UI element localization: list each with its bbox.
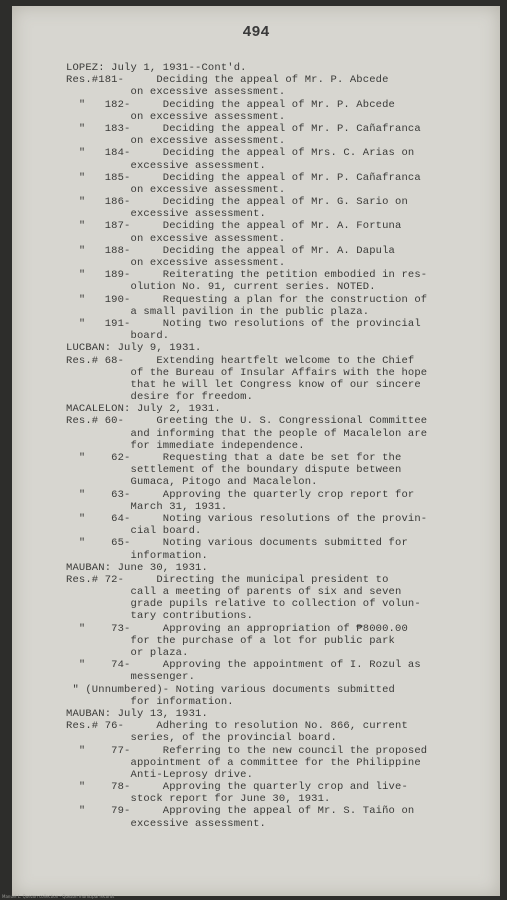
text-line: excessive assessment. bbox=[66, 208, 266, 221]
text-line: Anti-Leprosy drive. bbox=[66, 768, 254, 781]
text-line: on excessive assessment. bbox=[66, 86, 286, 99]
text-line: on excessive assessment. bbox=[66, 232, 286, 245]
text-line: board. bbox=[66, 330, 170, 343]
text-line: " 190- Requesting a plan for the construction of bbox=[66, 293, 428, 306]
footer-caption: Manuel L. Quezon collection - Quezon municipal records bbox=[2, 894, 115, 899]
text-line: that he will let Congress know of our sincere bbox=[66, 378, 421, 391]
text-line: " 62- Requesting that a date be set for the bbox=[66, 452, 402, 464]
text-line: a small pavilion in the public plaza. bbox=[66, 305, 370, 318]
text-line: " 183- Deciding the appeal of Mr. P. Cañafranca bbox=[66, 122, 421, 135]
text-line: call a meeting of parents of six and seven bbox=[66, 586, 402, 599]
text-line: LOPEZ: July 1, 1931--Cont'd. bbox=[66, 62, 247, 74]
text-line: for the purchase of a lot for public park bbox=[66, 634, 396, 647]
text-line: " 74- Approving the appointment of I. Rozul as bbox=[66, 659, 421, 672]
text-line: on excessive assessment. bbox=[66, 110, 286, 123]
text-line: on excessive assessment. bbox=[66, 257, 286, 269]
text-line: olution No. 91, current series. NOTED. bbox=[66, 281, 376, 294]
text-line: MAUBAN: July 13, 1931. bbox=[66, 707, 208, 720]
text-line: " 188- Deciding the appeal of Mr. A. Dapula bbox=[66, 244, 396, 257]
text-line: Res.# 60- Greeting the U. S. Congressional Committee bbox=[66, 415, 428, 428]
text-line: " 77- Referring to the new council the proposed bbox=[66, 744, 428, 757]
text-line: Res.#181- Deciding the appeal of Mr. P. Abcede bbox=[66, 74, 389, 87]
text-line: Gumaca, Pitogo and Macalelon. bbox=[66, 476, 318, 489]
text-line: cial board. bbox=[66, 525, 202, 538]
text-line: information. bbox=[66, 549, 208, 562]
text-line: on excessive assessment. bbox=[66, 183, 286, 196]
page-number: 494 bbox=[242, 24, 270, 41]
text-line: " 187- Deciding the appeal of Mr. A. Fortuna bbox=[66, 220, 402, 233]
text-line: " 184- Deciding the appeal of Mrs. C. Arias on bbox=[66, 147, 415, 160]
text-line: " 73- Approving an appropriation of ₱8000.00 bbox=[66, 622, 408, 635]
text-line: stock report for June 30, 1931. bbox=[66, 793, 331, 806]
text-line: settlement of the boundary dispute between bbox=[66, 464, 402, 477]
text-line: " 182- Deciding the appeal of Mr. P. Abcede bbox=[66, 98, 396, 111]
text-line: " 65- Noting various documents submitted for bbox=[66, 537, 408, 550]
text-line: Res.# 68- Extending heartfelt welcome to the Chief bbox=[66, 354, 415, 367]
text-line: " 186- Deciding the appeal of Mr. G. Sario on bbox=[66, 196, 408, 209]
text-line: March 31, 1931. bbox=[66, 500, 228, 513]
text-line: tary contributions. bbox=[66, 610, 254, 623]
text-line: for information. bbox=[66, 695, 234, 708]
text-line: or plaza. bbox=[66, 647, 189, 659]
text-line: of the Bureau of Insular Affairs with the hope bbox=[66, 366, 428, 379]
text-line: on excessive assessment. bbox=[66, 135, 286, 148]
text-line: desire for freedom. bbox=[66, 391, 254, 404]
text-line: excessive assessment. bbox=[66, 159, 266, 172]
text-line: grade pupils relative to collection of volun- bbox=[66, 598, 421, 611]
text-line: and informing that the people of Macalelon are bbox=[66, 427, 428, 440]
text-line: " 64- Noting various resolutions of the provin- bbox=[66, 512, 428, 525]
text-line: " 185- Deciding the appeal of Mr. P. Cañafranca bbox=[66, 171, 421, 184]
text-line: " (Unnumbered)- Noting various documents submitted bbox=[66, 683, 396, 696]
document-page bbox=[12, 6, 500, 896]
text-line: " 63- Approving the quarterly crop report for bbox=[66, 488, 415, 501]
text-line: LUCBAN: July 9, 1931. bbox=[66, 342, 202, 355]
text-line: for immediate independence. bbox=[66, 439, 305, 452]
text-line: MACALELON: July 2, 1931. bbox=[66, 403, 221, 416]
text-line: series, of the provincial board. bbox=[66, 732, 337, 745]
text-line: " 78- Approving the quarterly crop and live- bbox=[66, 781, 408, 794]
text-line: " 191- Noting two resolutions of the provincial bbox=[66, 317, 421, 330]
text-line: " 189- Reiterating the petition embodied in res- bbox=[66, 269, 428, 282]
text-line: appointment of a committee for the Philippine bbox=[66, 756, 421, 769]
text-line: excessive assessment. bbox=[66, 817, 266, 830]
text-line: Res.# 72- Directing the municipal president to bbox=[66, 573, 389, 586]
text-line: " 79- Approving the appeal of Mr. S. Taiño on bbox=[66, 805, 415, 818]
text-line: messenger. bbox=[66, 671, 196, 684]
text-line: Res.# 76- Adhering to resolution No. 866, current bbox=[66, 720, 408, 733]
document-body bbox=[66, 62, 496, 830]
text-line: MAUBAN: June 30, 1931. bbox=[66, 561, 208, 574]
